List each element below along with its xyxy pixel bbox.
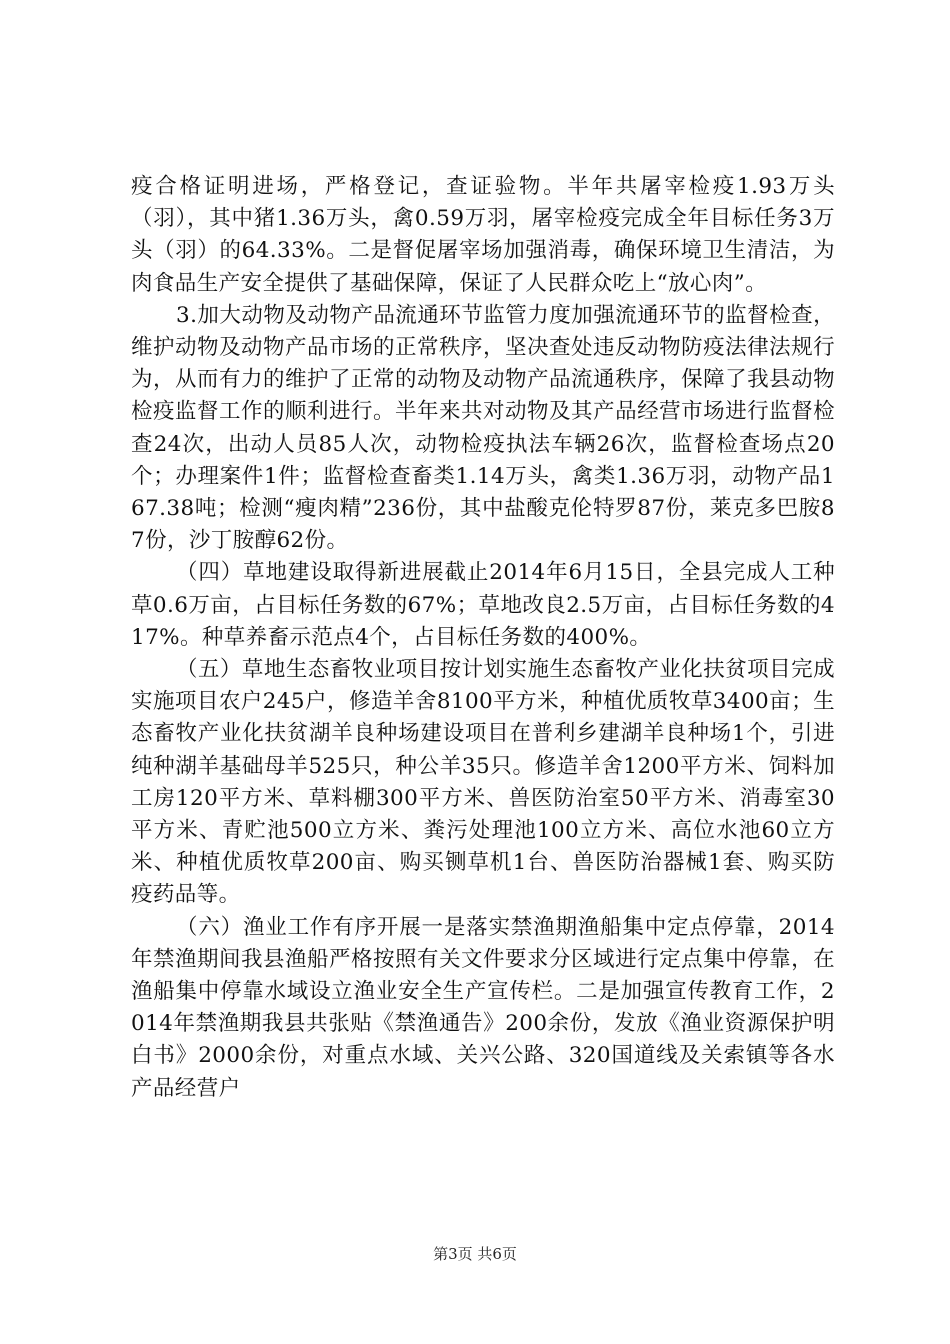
paragraph-ecological-husbandry: （五）草地生态畜牧业项目按计划实施生态畜牧产业化扶贫项目完成实施项目农户245户，修造羊舍8100平方米，种植优质牧草3400亩；生态畜牧产业化扶贫湖羊良种场建设项目在普利乡建湖羊良种场1个，引进纯种湖羊基础母羊525只，种公羊35只。修造羊舍1200平方米、饲料加工房120平方米、草料棚300平方米、兽医防治室50平方米、消毒室30平方米、青贮池500立方米、粪污处理池100立方米、高位水池60立方米、种植优质牧草200亩、购买铡草机1台、兽医防治器械1套、购买防疫药品等。	[131, 657, 835, 908]
document-body	[131, 171, 835, 1105]
paragraph-grassland-construction: （四）草地建设取得新进展截止2014年6月15日，全县完成人工种草0.6万亩，占目标任务数的67%；草地改良2.5万亩，占目标任务数的417%。种草养畜示范点4个，占目标任务数的400%。	[131, 560, 835, 650]
paragraph-fishery-work: （六）渔业工作有序开展一是落实禁渔期渔船集中定点停靠，2014年禁渔期间我县渔船严格按照有关文件要求分区域进行定点集中停靠，在渔船集中停靠水域设立渔业安全生产宣传栏。二是加强宣传教育工作，2014年禁渔期我县共张贴《禁渔通告》200余份，发放《渔业资源保护明白书》2000余份，对重点水域、关兴公路、320国道线及关索镇等各水产品经营户	[131, 914, 835, 1101]
paragraph-slaughter-quarantine: 疫合格证明进场，严格登记，查证验物。半年共屠宰检疫1.93万头（羽），其中猪1.36万头，禽0.59万羽，屠宰检疫完成全年目标任务3万头（羽）的64.33%。二是督促屠宰场加强消毒，确保环境卫生清洁，为肉食品生产安全提供了基础保障，保证了人民群众吃上“放心肉”。	[131, 174, 835, 296]
paragraph-circulation-supervision: 3.加大动物及动物产品流通环节监管力度加强流通环节的监督检查，维护动物及动物产品市场的正常秩序，坚决查处违反动物防疫法律法规行为，从而有力的维护了正常的动物及动物产品流通秩序，保障了我县动物检疫监督工作的顺利进行。半年来共对动物及其产品经营市场进行监督检查24次，出动人员85人次，动物检疫执法车辆26次，监督检查场点20个；办理案件1件；监督检查畜类1.14万头，禽类1.36万羽，动物产品167.38吨；检测“瘦肉精”236份，其中盐酸克伦特罗87份，莱克多巴胺87份，沙丁胺醇62份。	[131, 302, 835, 554]
page-footer: 第3页 共6页	[433, 1245, 517, 1263]
